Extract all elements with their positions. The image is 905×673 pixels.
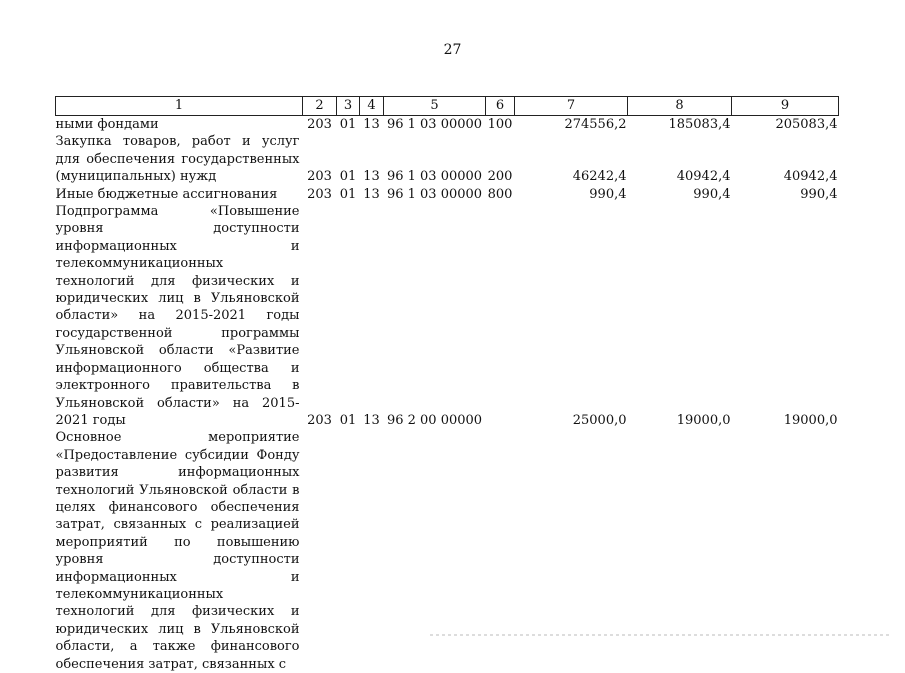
cell-ministry: 203	[307, 412, 332, 428]
cell-subsection: 13	[363, 169, 380, 185]
cell-section	[337, 429, 360, 673]
cell-amount-col8	[628, 429, 732, 673]
cell-expense-type: 200	[487, 169, 513, 185]
scan-artifact-line	[430, 634, 890, 636]
cell-amount-col7	[515, 429, 628, 673]
cell-amount-col8: 19000,0	[676, 412, 731, 428]
cell-section: 01	[339, 412, 357, 428]
column-header: 8	[628, 97, 732, 116]
cell-section: 01	[339, 169, 357, 185]
cell-subsection: 13	[363, 117, 380, 132]
table-row	[56, 116, 839, 134]
cell-target-article: 96 1 03 00000	[386, 169, 483, 185]
cell-target-article	[384, 429, 486, 673]
column-header: 7	[515, 97, 628, 116]
column-header: 9	[732, 97, 839, 116]
cell-amount-col8: 40942,4	[676, 169, 731, 185]
cell-amount-col9: 40942,4	[783, 169, 838, 185]
cell-target-article: 96 2 00 00000	[386, 412, 483, 428]
column-header: 6	[486, 97, 515, 116]
cell-expense-type	[486, 203, 515, 429]
cell-subsection	[360, 429, 384, 673]
column-header: 5	[384, 97, 486, 116]
cell-expense-type	[486, 429, 515, 673]
cell-ministry: 203	[307, 186, 332, 202]
cell-ministry: 203	[307, 117, 332, 132]
cell-expense-type: 100	[487, 117, 513, 132]
row-name: Иные бюджетные ассигнования	[55, 186, 278, 202]
cell-amount-col9: 19000,0	[783, 412, 838, 428]
row-name: Закупка товаров, работ и услуг для обеспечения государственных (муниципальных) нужд	[55, 134, 300, 185]
cell-subsection: 13	[363, 186, 380, 202]
cell-target-article: 96 1 03 00000	[386, 186, 483, 202]
cell-section: 01	[339, 117, 357, 132]
table-header-row	[56, 97, 839, 116]
column-header: 2	[303, 97, 337, 116]
cell-amount-col8: 990,4	[693, 186, 731, 202]
cell-expense-type: 800	[487, 186, 513, 202]
row-name: Основное мероприятие «Предоставление субсидии Фонду развития информационных технологий Ульяновской области в целях финансового обеспечения затрат, связанных с реализацией мероприятий по повышению уровня доступности информационных и телекоммуникационных технологий для физических и юридических лиц в Ульяновской области, а также финансового обеспечения затрат, связанных с	[55, 430, 300, 672]
table-row	[56, 203, 839, 429]
cell-subsection: 13	[363, 412, 380, 428]
cell-amount-col7: 25000,0	[572, 412, 627, 428]
table-row	[56, 429, 839, 673]
column-header: 1	[56, 97, 303, 116]
cell-amount-col9: 990,4	[800, 186, 838, 202]
cell-amount-col7: 46242,4	[572, 169, 627, 185]
column-header: 3	[337, 97, 360, 116]
cell-amount-col9	[732, 429, 839, 673]
row-name: ными фондами	[55, 117, 159, 132]
cell-section: 01	[339, 186, 357, 202]
cell-amount-col8: 185083,4	[668, 117, 731, 132]
budget-table	[55, 96, 839, 673]
cell-amount-col9: 205083,4	[775, 117, 838, 132]
cell-ministry: 203	[307, 169, 332, 185]
column-header: 4	[360, 97, 384, 116]
table-row	[56, 133, 839, 185]
cell-target-article: 96 1 03 00000	[386, 117, 483, 132]
page-number: 27	[443, 42, 462, 58]
row-name: Подпрограмма «Повышение уровня доступности информационных и телекоммуникационных технологий для физических и юридических лиц в Ульяновской области» на 2015-2021 годы государственной программы Ульяновской области «Развитие информационного общества и электронного правительства в Ульяновской области» на 2015-2021 годы	[55, 204, 300, 428]
table-row	[56, 186, 839, 203]
cell-ministry	[303, 429, 337, 673]
cell-amount-col7: 990,4	[589, 186, 627, 202]
cell-amount-col7: 274556,2	[564, 117, 627, 132]
